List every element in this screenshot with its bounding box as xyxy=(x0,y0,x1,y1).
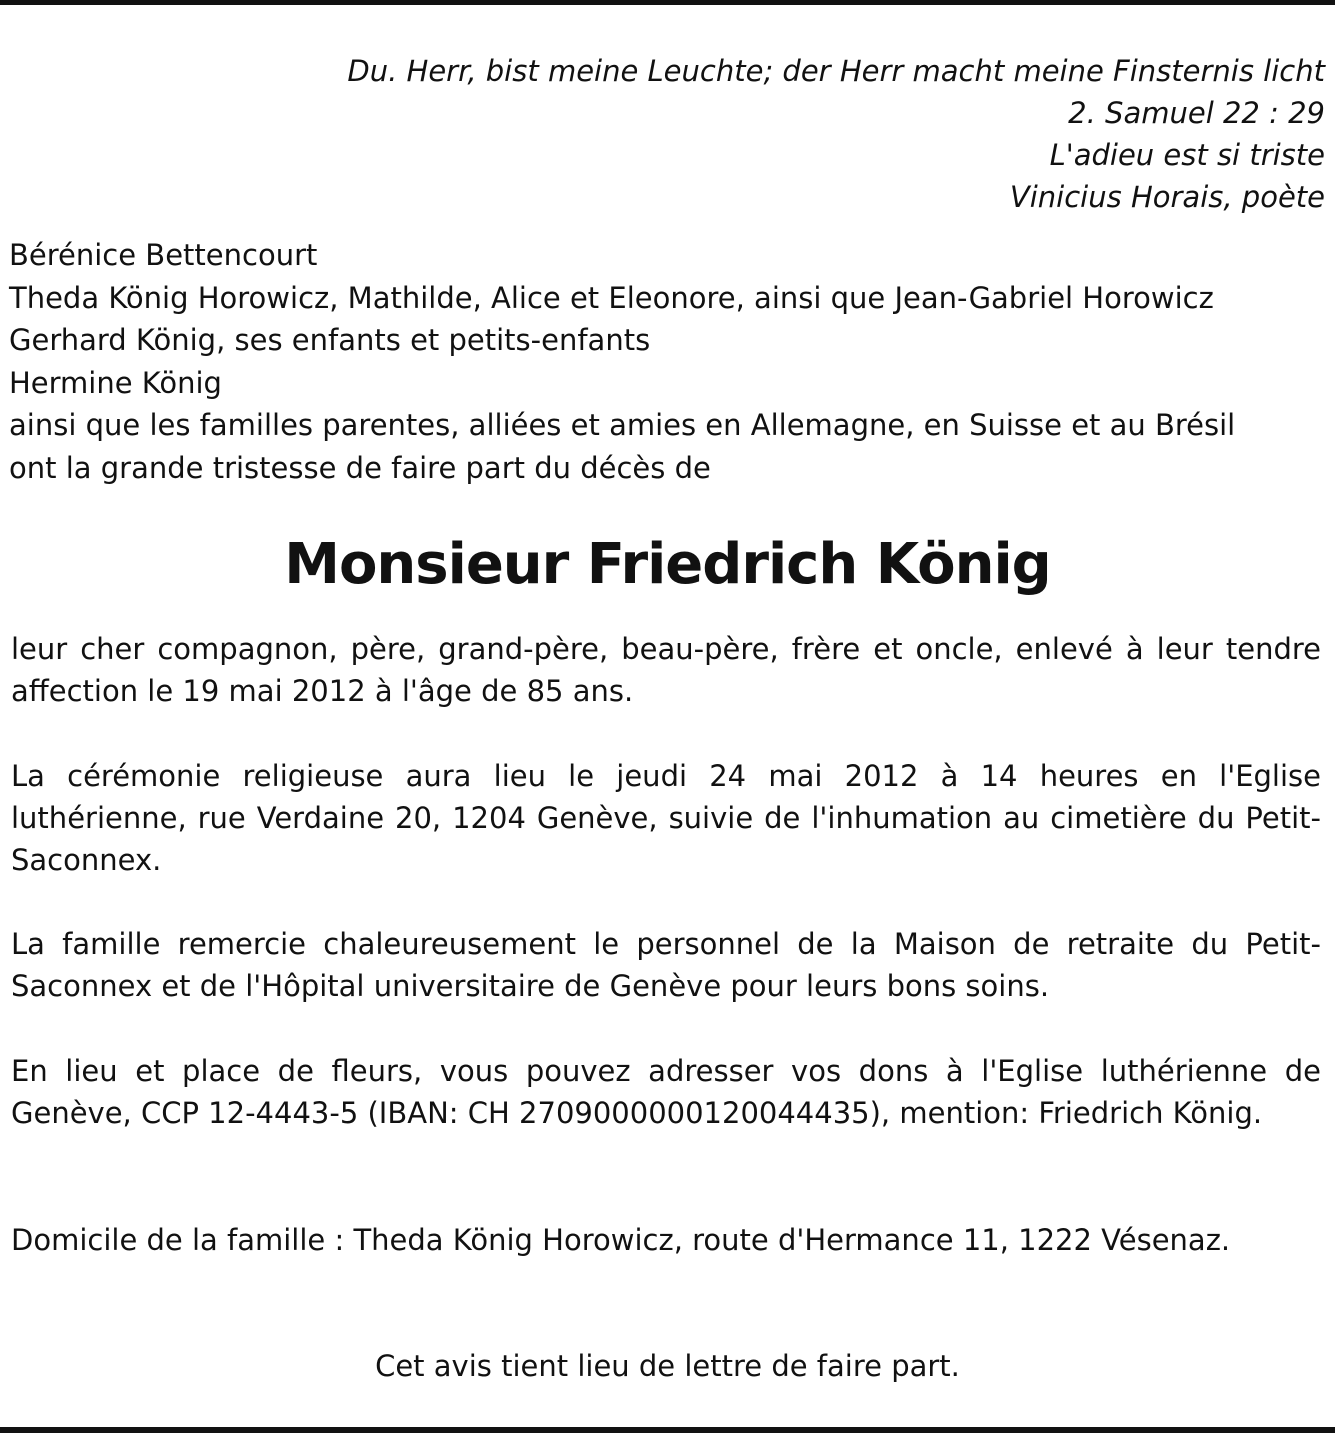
deceased-name: Monsieur Friedrich König xyxy=(284,532,1051,597)
domicile-paragraph: Domicile de la famille : Theda König Horowicz, route d'Hermance 11, 1222 Vésenaz. xyxy=(11,1223,1231,1257)
closing-note: Cet avis tient lieu de lettre de faire part. xyxy=(375,1349,960,1383)
tribute-paragraph: leur cher compagnon, père, grand-père, beau-père, frère et oncle, enlevé à leur tendre affection le 19 mai 2012 à l'âge de 85 ans. xyxy=(11,632,1321,708)
epigraph-author: Vinicius Horais, poète xyxy=(1009,180,1325,214)
bottom-border-rule xyxy=(0,1427,1335,1433)
announcement-line: ont la grande tristesse de faire part du décès de xyxy=(9,450,711,485)
epigraph-quote: L'adieu est si triste xyxy=(1049,138,1325,172)
epigraph-block xyxy=(25,50,1325,218)
epigraph-reference: 2. Samuel 22 : 29 xyxy=(1068,96,1325,130)
mourner-line: Theda König Horowicz, Mathilde, Alice et Eleonore, ainsi que Jean-Gabriel Horowicz xyxy=(9,280,1214,315)
mourner-line: ainsi que les familles parentes, alliées et amies en Allemagne, en Suisse et au Brésil xyxy=(9,408,1236,443)
mourner-line: Hermine König xyxy=(9,365,222,400)
epigraph-verse: Du. Herr, bist meine Leuchte; der Herr macht meine Finsternis licht xyxy=(347,54,1325,88)
donations-paragraph: En lieu et place de fleurs, vous pouvez adresser vos dons à l'Eglise luthérienne de Genève, CCP 12-4443-5 (IBAN: CH 2709000000120044435), mention: Friedrich König. xyxy=(11,1054,1321,1130)
mourners-list xyxy=(9,234,1329,490)
thanks-paragraph: La famille remercie chaleureusement le personnel de la Maison de retraite du Petit-Saconnex et de l'Hôpital universitaire de Genève pour leurs bons soins. xyxy=(11,927,1321,1003)
ceremony-paragraph: La cérémonie religieuse aura lieu le jeudi 24 mai 2012 à 14 heures en l'Eglise luthérienne, rue Verdaine 20, 1204 Genève, suivie de l'inhumation au cimetière du Petit-Saconnex. xyxy=(11,759,1321,877)
top-border-rule xyxy=(0,0,1335,5)
mourner-line: Gerhard König, ses enfants et petits-enfants xyxy=(9,323,651,358)
mourner-line: Bérénice Bettencourt xyxy=(9,238,318,272)
